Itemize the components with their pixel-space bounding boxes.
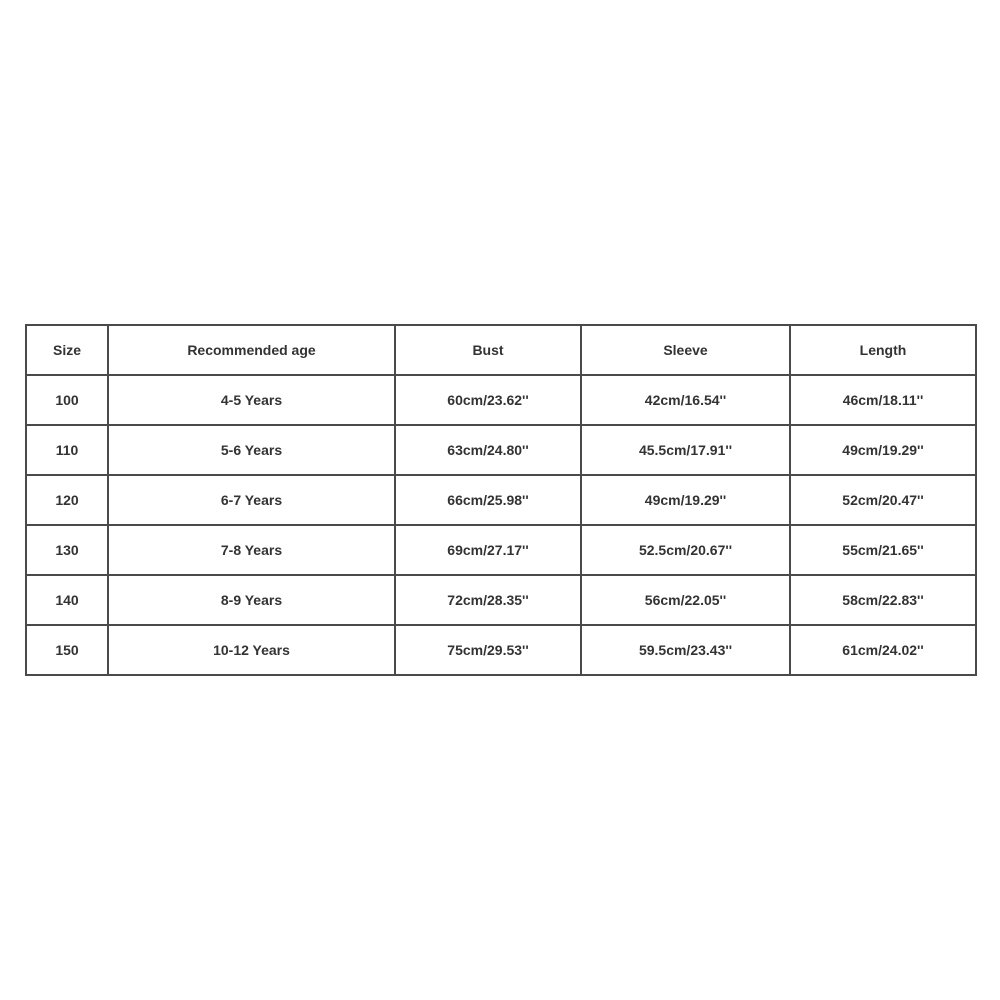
cell-recommended-age: 10-12 Years bbox=[108, 625, 395, 675]
cell-length: 52cm/20.47'' bbox=[790, 475, 976, 525]
cell-recommended-age: 5-6 Years bbox=[108, 425, 395, 475]
table-row bbox=[26, 525, 976, 575]
cell-sleeve: 56cm/22.05'' bbox=[581, 575, 790, 625]
table-row bbox=[26, 475, 976, 525]
cell-sleeve: 49cm/19.29'' bbox=[581, 475, 790, 525]
cell-size: 120 bbox=[26, 475, 108, 525]
cell-length: 61cm/24.02'' bbox=[790, 625, 976, 675]
cell-size: 100 bbox=[26, 375, 108, 425]
cell-bust: 75cm/29.53'' bbox=[395, 625, 581, 675]
cell-sleeve: 45.5cm/17.91'' bbox=[581, 425, 790, 475]
cell-size: 150 bbox=[26, 625, 108, 675]
cell-size: 140 bbox=[26, 575, 108, 625]
cell-recommended-age: 4-5 Years bbox=[108, 375, 395, 425]
table-row bbox=[26, 425, 976, 475]
cell-sleeve: 42cm/16.54'' bbox=[581, 375, 790, 425]
cell-length: 46cm/18.11'' bbox=[790, 375, 976, 425]
header-recommended-age: Recommended age bbox=[108, 325, 395, 375]
cell-sleeve: 59.5cm/23.43'' bbox=[581, 625, 790, 675]
cell-bust: 60cm/23.62'' bbox=[395, 375, 581, 425]
header-length: Length bbox=[790, 325, 976, 375]
cell-size: 130 bbox=[26, 525, 108, 575]
cell-length: 55cm/21.65'' bbox=[790, 525, 976, 575]
header-bust: Bust bbox=[395, 325, 581, 375]
cell-bust: 69cm/27.17'' bbox=[395, 525, 581, 575]
table-row bbox=[26, 575, 976, 625]
cell-bust: 63cm/24.80'' bbox=[395, 425, 581, 475]
size-chart-table bbox=[25, 324, 977, 676]
cell-bust: 66cm/25.98'' bbox=[395, 475, 581, 525]
cell-sleeve: 52.5cm/20.67'' bbox=[581, 525, 790, 575]
cell-recommended-age: 6-7 Years bbox=[108, 475, 395, 525]
cell-length: 49cm/19.29'' bbox=[790, 425, 976, 475]
header-sleeve: Sleeve bbox=[581, 325, 790, 375]
cell-size: 110 bbox=[26, 425, 108, 475]
header-size: Size bbox=[26, 325, 108, 375]
table-row bbox=[26, 625, 976, 675]
cell-recommended-age: 7-8 Years bbox=[108, 525, 395, 575]
header-row bbox=[26, 325, 976, 375]
cell-length: 58cm/22.83'' bbox=[790, 575, 976, 625]
cell-recommended-age: 8-9 Years bbox=[108, 575, 395, 625]
cell-bust: 72cm/28.35'' bbox=[395, 575, 581, 625]
table-row bbox=[26, 375, 976, 425]
